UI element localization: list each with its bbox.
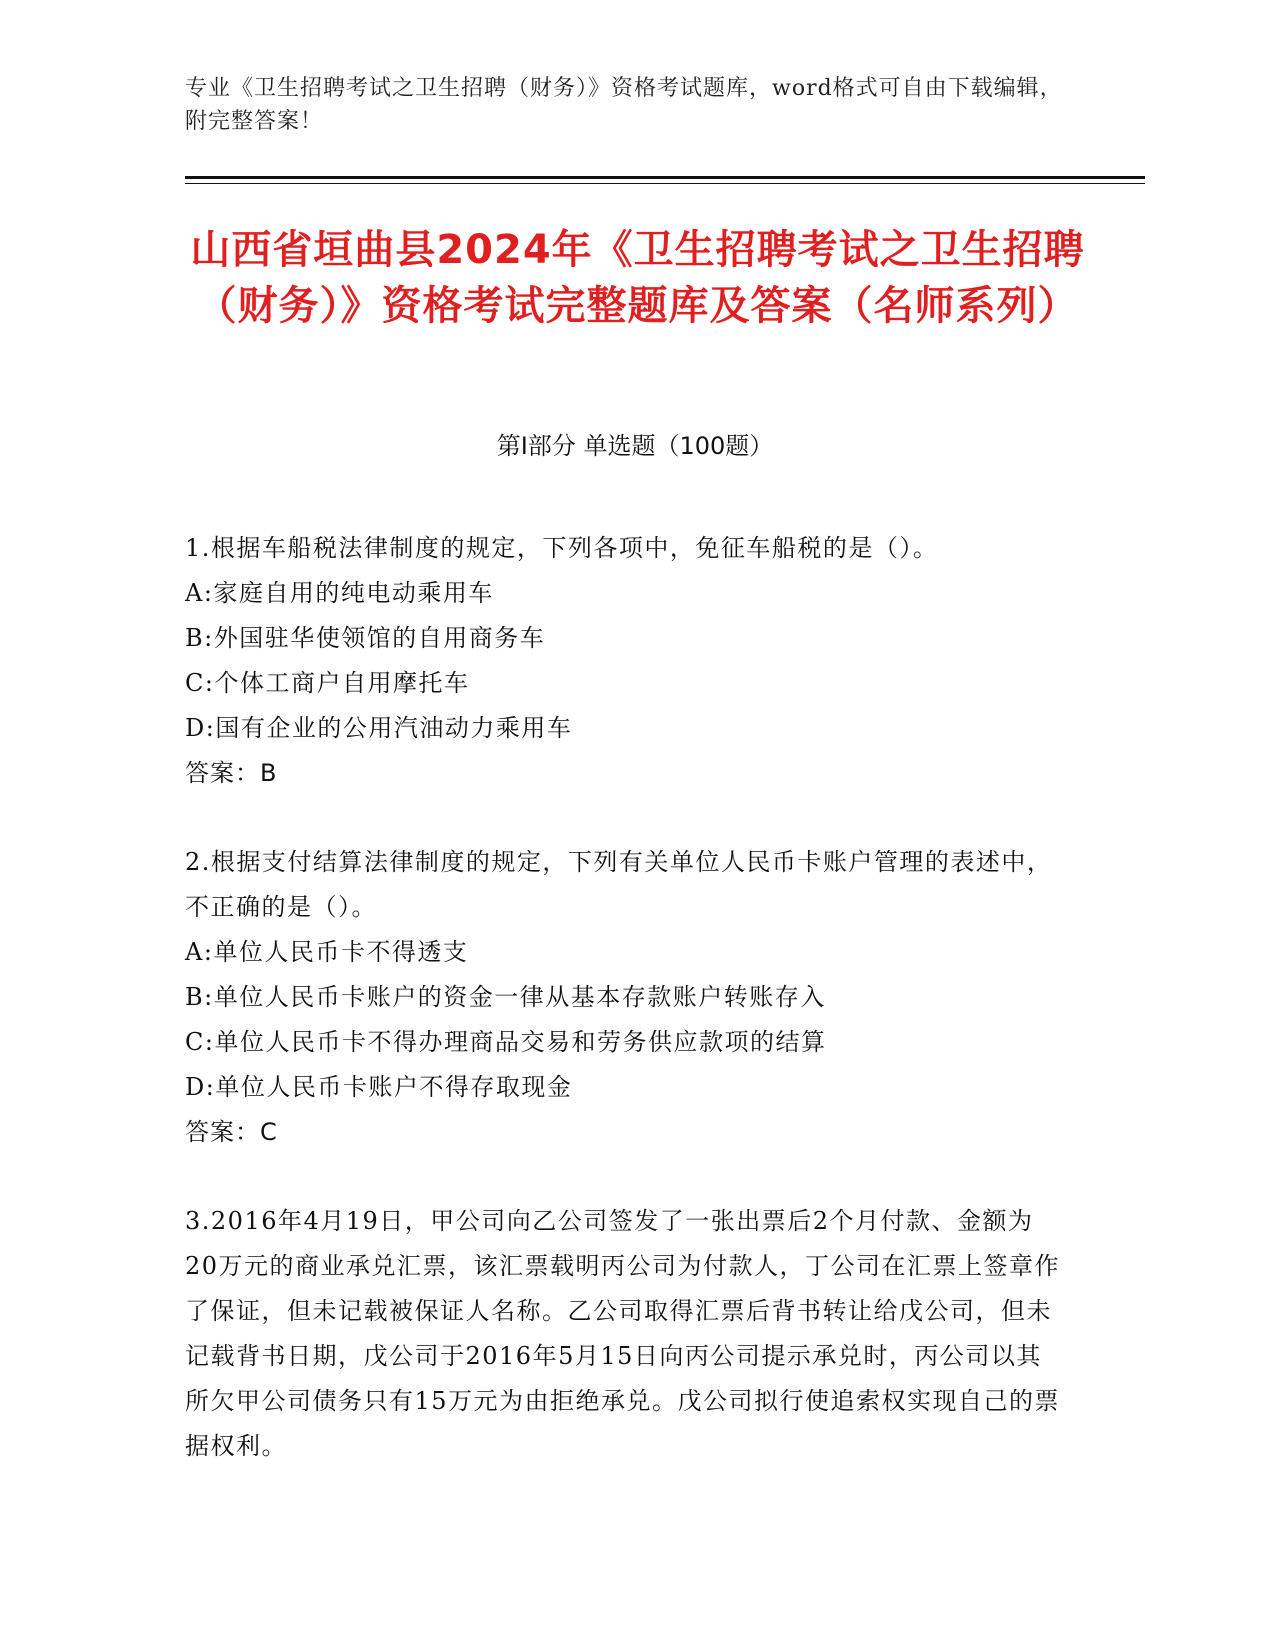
option-a: A:家庭自用的纯电动乘用车 xyxy=(185,579,494,607)
option-b: B:单位人民币卡账户的资金一律从基本存款账户转账存入 xyxy=(185,983,826,1011)
option-d: D:单位人民币卡账户不得存取现金 xyxy=(185,1073,573,1101)
question-stem: 3.2016年4月19日，甲公司向乙公司签发了一张出票后2个月付款、金额为20万元的商业承兑汇票，该汇票载明丙公司为付款人，丁公司在汇票上签章作了保证，但未记载被保证人名称。乙公司取得汇票后背书转让给戊公司，但未记载背书日期，戊公司于2016年5月15日向丙公司提示承兑时，丙公司以其所欠甲公司债务只有15万元为由拒绝承兑。戊公司拟行使追索权实现自己的票据权利。 xyxy=(185,1207,1061,1460)
document-title: 山西省垣曲县2024年《卫生招聘考试之卫生招聘（财务）》资格考试完整题库及答案（名师系列） xyxy=(190,227,1085,329)
question-3 xyxy=(185,1199,1065,1469)
option-d: D:国有企业的公用汽油动力乘用车 xyxy=(185,714,573,742)
header-divider-thick xyxy=(185,176,1145,179)
question-stem: 1.根据车船税法律制度的规定，下列各项中，免征车船税的是（）。 xyxy=(185,534,939,562)
question-stem: 2.根据支付结算法律制度的规定，下列有关单位人民币卡账户管理的表述中，不正确的是（）。 xyxy=(185,848,1053,921)
section-heading: 第Ⅰ部分 单选题（100题） xyxy=(496,432,774,460)
question-2 xyxy=(185,840,1065,1155)
option-b: B:外国驻华使领馆的自用商务车 xyxy=(185,624,546,652)
header-note: 专业《卫生招聘考试之卫生招聘（财务）》资格考试题库，word格式可自由下载编辑，附完整答案！ xyxy=(185,76,1063,134)
answer: 答案：C xyxy=(185,1118,278,1146)
header-divider-thin xyxy=(185,183,1145,184)
question-list xyxy=(185,526,1065,1513)
answer: 答案：B xyxy=(185,759,278,787)
option-c: C:单位人民币卡不得办理商品交易和劳务供应款项的结算 xyxy=(185,1028,827,1056)
option-c: C:个体工商户自用摩托车 xyxy=(185,669,470,697)
option-a: A:单位人民币卡不得透支 xyxy=(185,938,469,966)
question-1 xyxy=(185,526,1065,796)
